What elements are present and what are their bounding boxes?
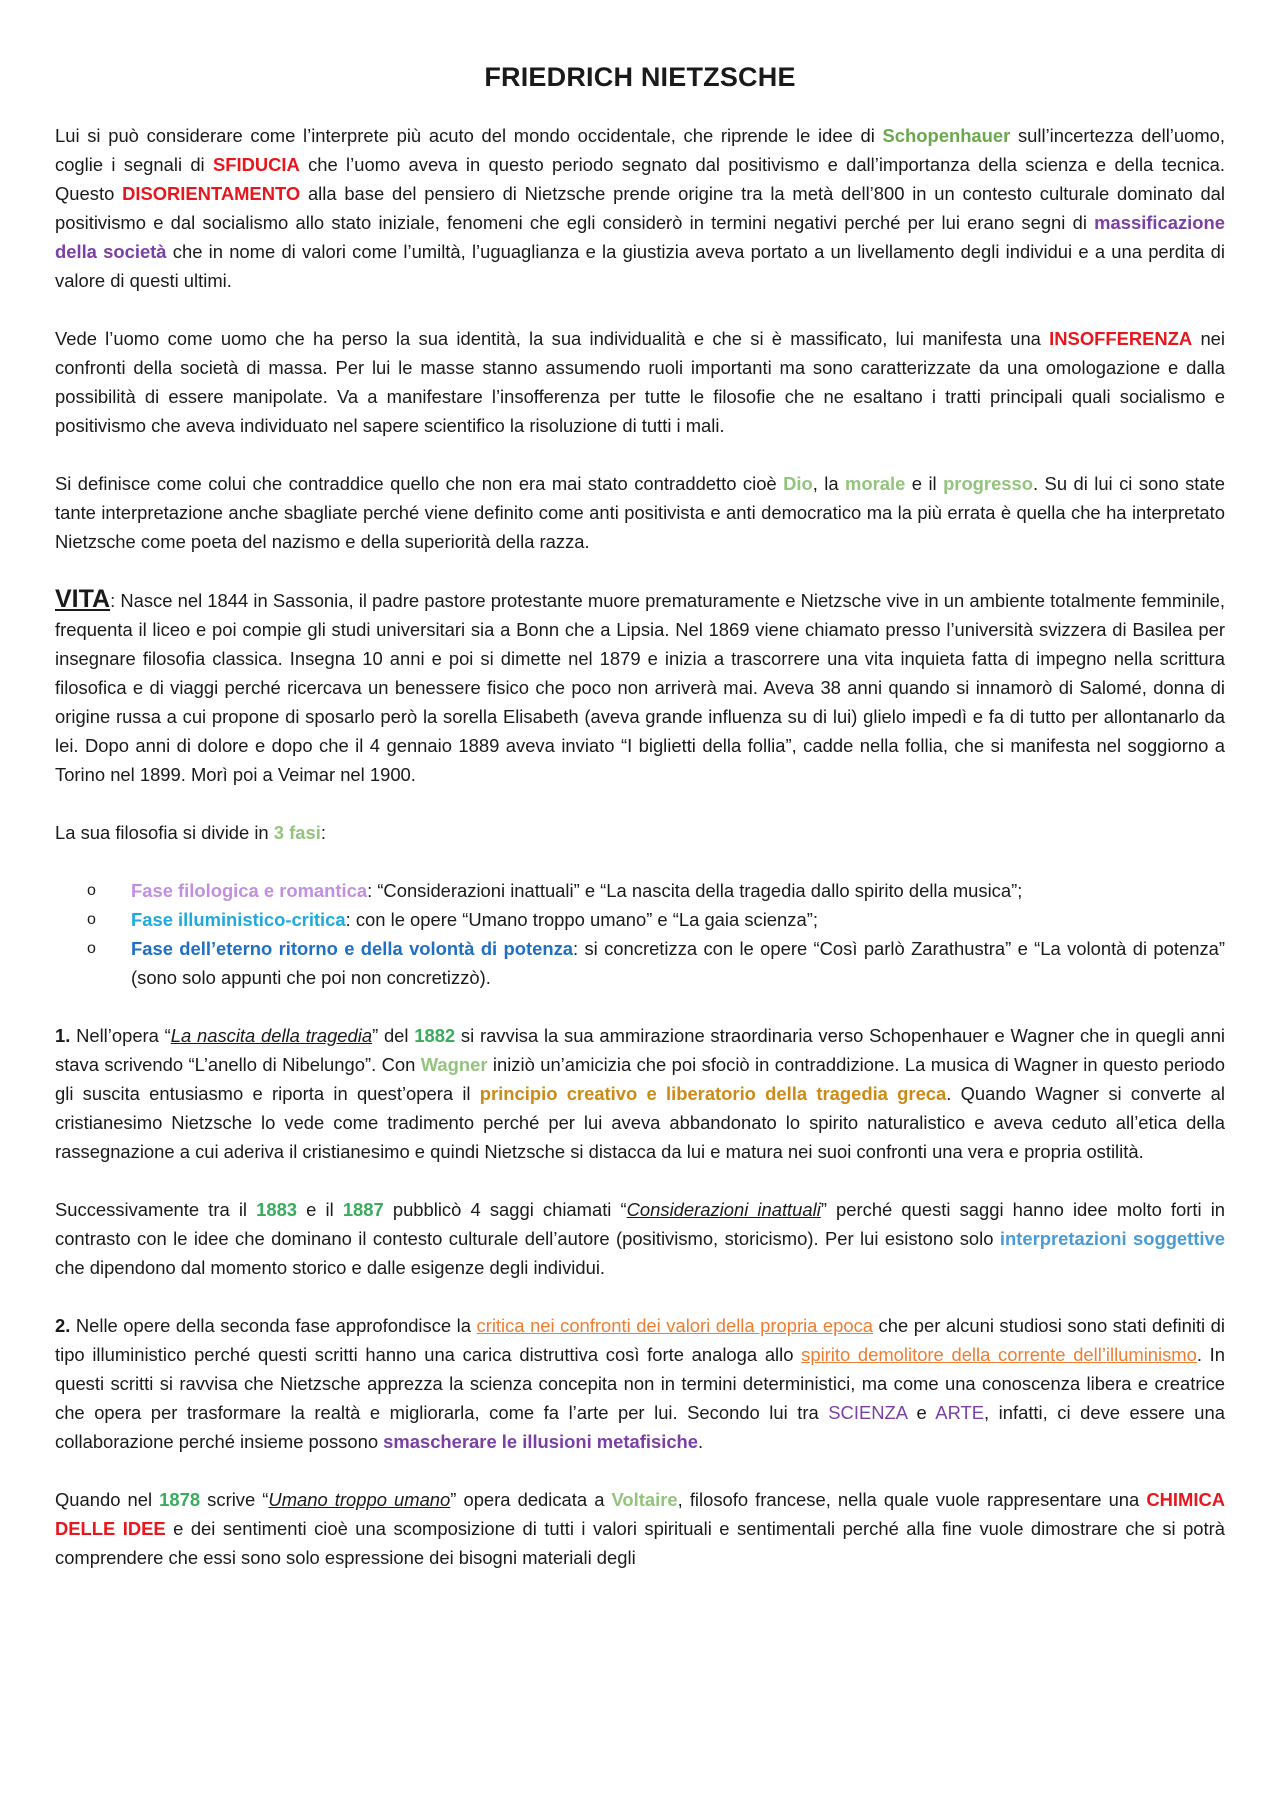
opera-title: La nascita della tragedia — [170, 1025, 373, 1046]
highlight-sfiducia: SFIDUCIA — [212, 154, 300, 175]
highlight-schopenhauer: Schopenhauer — [882, 125, 1011, 146]
section-number: 2. — [55, 1315, 71, 1336]
list-item: o Fase dell’eterno ritorno e della volontà di potenza: si concretizza con le opere “Così parlò Zarathustra” e “La volontà di potenza” (sono solo appunti che poi non concretizzò). — [131, 934, 1225, 992]
highlight-tre-fasi: 3 fasi — [273, 822, 321, 843]
highlight-morale: morale — [845, 473, 906, 494]
highlight-chimica: CHIMICA DELLE IDEE — [55, 1489, 1226, 1539]
section-1-paragraph: 1. Nell’opera “La nascita della tragedia” del 1882 si ravvisa la sua ammirazione straordinaria verso Schopenhauer e Wagner che in quegli anni stava scrivendo “L’anello di Nibelungo”. Con Wagner iniziò un’amicizia che poi sfociò in contraddizione. La musica di Wagner in questo periodo gli suscita entusiasmo e riporta in quest’opera il principio creativo e liberatorio della tragedia greca. Quando Wagner si converte al cristianesimo Nietzsche lo vede come tradimento perché per lui aveva abbandonato lo spirito naturalistico e aveva ceduto all’etica della rassegnazione a cui aderiva il cristianesimo e quindi Nietzsche si distacca da lui e matura nei suoi confronti una vera e propria ostilità. — [55, 1025, 1226, 1162]
highlight-voltaire: Voltaire — [611, 1489, 678, 1510]
spacer — [55, 1456, 1225, 1485]
highlight-smascherare: smascherare le illusioni metafisiche — [383, 1431, 699, 1452]
considerazioni-paragraph: Successivamente tra il 1883 e il 1887 pubblicò 4 saggi chiamati “Considerazioni inattuali” perché questi saggi hanno idee molto forti in contrasto con le idee che dominano il contesto culturale dell’autore (positivismo, storicismo). Per lui esistono solo interpretazioni soggettive che dipendono dal momento storico e dalle esigenze degli individui. — [55, 1199, 1226, 1278]
highlight-massificazione: massificazione della società — [55, 212, 1225, 262]
spacer — [55, 992, 1225, 1021]
highlight-interpretazioni: interpretazioni soggettive — [999, 1228, 1225, 1249]
highlight-progresso: progresso — [943, 473, 1033, 494]
highlight-year: 1883 — [256, 1199, 298, 1220]
spacer — [55, 847, 1225, 876]
intro-paragraph: Lui si può considerare come l’interprete più acuto del mondo occidentale, che riprende le idee di Schopenhauer sull’incertezza dell’uomo, coglie i segnali di SFIDUCIA che l’uomo aveva in questo periodo segnato dal positivismo e dall’importanza della scienza e della tecnica. Questo DISORIENTAMENTO alla base del pensiero di Nietzsche prende origine tra la metà dell’800 in un contesto culturale dominato dal positivismo e dal socialismo allo stato iniziale, fenomeni che egli considerò in termini negativi perché per lui erano segni di massificazione della società che in nome di valori come l’umiltà, l’uguaglianza e la giustizia aveva portato a un livellamento degli individui e a una perdita di valore di questi ultimi. — [55, 125, 1225, 291]
opera-title: Considerazioni inattuali — [626, 1199, 821, 1220]
highlight-insofferenza: INSOFFERENZA — [1049, 328, 1193, 349]
highlight-year: 1878 — [159, 1489, 201, 1510]
spacer — [55, 1282, 1225, 1311]
list-item: o Fase illuministico-critica: con le opere “Umano troppo umano” e “La gaia scienza”; — [131, 905, 1225, 934]
spacer — [55, 1166, 1225, 1195]
highlight-dio: Dio — [783, 473, 813, 494]
highlight-wagner: Wagner — [420, 1054, 488, 1075]
contraddice-paragraph: Si definisce come colui che contraddice quello che non era mai stato contraddetto cioè Dio, la morale e il progresso. Su di lui ci sono state tante interpretazione anche sbagliate perché viene definito come anti positivista e anti democratico ma la più errata è quella che ha interpretato Nietzsche come poeta del nazismo e della superiorità della razza. — [55, 473, 1225, 552]
phase-name: Fase dell’eterno ritorno e della volontà di potenza — [131, 938, 573, 959]
highlight-disorientamento: DISORIENTAMENTO — [122, 183, 301, 204]
phase-name: Fase filologica e romantica — [131, 880, 368, 901]
spacer — [55, 789, 1225, 818]
vita-paragraph: VITA: Nasce nel 1844 in Sassonia, il padre pastore protestante muore prematuramente e Nietzsche vive in un ambiente totalmente femminile, frequenta il liceo e poi compie gli studi universitari sia a Bonn che a Lipsia. Nel 1869 viene chiamato presso l’università svizzera di Basilea per insegnare filosofia classica. Insegna 10 anni e poi si dimette nel 1879 e inizia a trascorrere una vita inquieta fatta di impegno nella scrittura filosofica e di viaggi perché ricercava un benessere fisico che poco non arriverà mai. Aveva 38 anni quando si innamorò di Salomé, donna di origine russa a cui propone di sposarlo però la sorella Elisabeth (aveva grande influenza su di lui) glielo impedì e fa di tutto per allontanarlo da lei. Dopo anni di dolore e dopo che il 4 gennaio 1889 aveva inviato “I biglietti della follia”, cadde nella follia, che si manifesta nel soggiorno a Torino nel 1899. Morì poi a Veimar nel 1900. — [55, 585, 1225, 785]
phases-list — [55, 876, 1225, 992]
highlight-arte: ARTE — [935, 1402, 985, 1423]
bullet-circle-icon: o — [87, 882, 96, 899]
section-2-paragraph: 2. Nelle opere della seconda fase approfondisce la critica nei confronti dei valori della propria epoca che per alcuni studiosi sono stati definiti di tipo illuministico perché questi scritti hanno una carica distruttiva così forte analoga allo spirito demolitore della corrente dell’illuminismo. In questi scritti si ravvisa che Nietzsche apprezza la scienza concepita non in termini deterministici, ma come una conoscenza libera e creatrice che opera per trasformare la realtà e migliorarla, come fa l’arte per lui. Secondo lui tra SCIENZA e ARTE, infatti, ci deve essere una collaborazione perché insieme possono smascherare le illusioni metafisiche. — [55, 1315, 1226, 1452]
list-item: o Fase filologica e romantica: “Considerazioni inattuali” e “La nascita della tragedia dallo spirito della musica”; — [131, 876, 1225, 905]
highlight-principio: principio creativo e liberatorio della tragedia greca — [479, 1083, 947, 1104]
highlight-critica: critica nei confronti dei valori della propria epoca — [476, 1315, 874, 1336]
spacer — [55, 295, 1225, 324]
highlight-year: 1887 — [342, 1199, 384, 1220]
highlight-year: 1882 — [414, 1025, 456, 1046]
fasi-intro: La sua filosofia si divide in 3 fasi: — [55, 822, 326, 843]
umano-paragraph: Quando nel 1878 scrive “Umano troppo umano” opera dedicata a Voltaire, filosofo francese, nella quale vuole rappresentare una CHIMICA DELLE IDEE e dei sentimenti cioè una scomposizione di tutti i valori spirituali e sentimentali perché alla fine vuole dimostrare che si potrà comprendere che essi sono solo espressione dei bisogni materiali degli — [55, 1489, 1226, 1568]
spacer — [55, 556, 1225, 585]
spacer — [55, 440, 1225, 469]
bullet-circle-icon: o — [87, 911, 96, 928]
highlight-spirito: spirito demolitore della corrente dell’illuminismo — [801, 1344, 1197, 1365]
highlight-scienza: SCIENZA — [828, 1402, 907, 1423]
insofferenza-paragraph: Vede l’uomo come uomo che ha perso la sua identità, la sua individualità e che si è massificato, lui manifesta una INSOFFERENZA nei confronti della società di massa. Per lui le masse stanno assumendo ruoli importanti ma sono caratterizzate da una omologazione e dalla possibilità di essere manipolate. Va a manifestare l’insofferenza per tutte le filosofie che ne esaltano i tratti principali quali socialismo e positivismo che aveva individuato nel sapere scientifico la risoluzione di tutti i mali. — [55, 328, 1225, 436]
phase-name: Fase illuministico-critica — [131, 909, 346, 930]
bullet-circle-icon: o — [87, 940, 96, 957]
vita-heading: VITA — [55, 585, 111, 613]
opera-title: Umano troppo umano — [268, 1489, 451, 1510]
document-page — [55, 62, 1225, 1572]
page-title: FRIEDRICH NIETZSCHE — [484, 62, 796, 92]
section-number: 1. — [55, 1025, 71, 1046]
